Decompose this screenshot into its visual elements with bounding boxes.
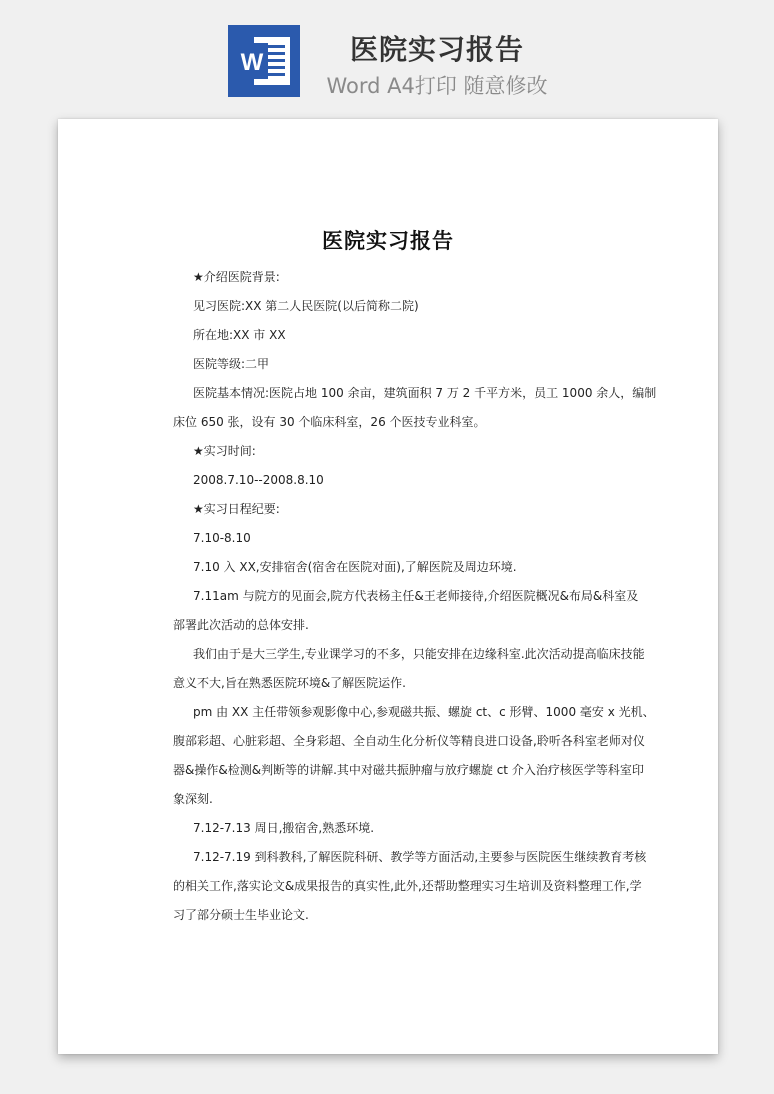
paragraph-line: 床位 650 张，设有 30 个临床科室，26 个医技专业科室。 xyxy=(173,415,486,429)
banner-header xyxy=(0,0,774,110)
paragraph-line: 的相关工作,落实论文&成果报告的真实性,此外,还帮助整理实习生培训及资料整理工作,学 xyxy=(173,879,642,893)
schedule-entry-710: 7.10 入 XX,安排宿舍(宿舍在医院对面),了解医院及周边环境. xyxy=(193,560,517,574)
schedule-entry-711-paragraph xyxy=(173,582,639,640)
word-icon-letter: W xyxy=(240,49,264,76)
hospital-basic-info-paragraph xyxy=(173,379,657,437)
hospital-name-line: 见习医院:XX 第二人民医院(以后简称二院) xyxy=(193,299,419,313)
document-body xyxy=(173,263,657,930)
document-page xyxy=(58,119,718,1054)
student-note-paragraph xyxy=(173,640,645,698)
paragraph-line: 习了部分硕士生毕业论文. xyxy=(173,908,309,922)
word-document-icon xyxy=(228,25,300,97)
schedule-entry-719-paragraph xyxy=(173,843,647,930)
paragraph-line: 部署此次活动的总体安排. xyxy=(173,618,309,632)
banner-title: 医院实习报告 xyxy=(349,33,524,66)
paragraph-line: 器&操作&检测&判断等的讲解.其中对磁共振肿瘤与放疗螺旋 ct 介入治疗核医学等科室印 xyxy=(173,763,644,777)
paragraph-line: 7.12-7.19 到科教科,了解医院科研、教学等方面活动,主要参与医院医生继续教育考核 xyxy=(193,850,647,864)
document-title: 医院实习报告 xyxy=(322,229,454,253)
paragraph-line: 象深刻. xyxy=(173,792,213,806)
paragraph-line: 7.11am 与院方的见面会,院方代表杨主任&王老师接待,介绍医院概况&布局&科室及 xyxy=(193,589,639,603)
section-heading-time: ★实习时间: xyxy=(193,444,256,458)
hospital-location-line: 所在地:XX 市 XX xyxy=(193,328,286,342)
paragraph-line: 意义不大,旨在熟悉医院环境&了解医院运作. xyxy=(173,676,406,690)
schedule-entry-712: 7.12-7.13 周日,搬宿舍,熟悉环境. xyxy=(193,821,375,835)
paragraph-line: 医院基本情况:医院占地 100 余亩，建筑面积 7 万 2 千平方米，员工 1000 余人，编制 xyxy=(193,386,657,400)
section-heading-schedule: ★实习日程纪要: xyxy=(193,502,280,516)
banner-subtitle: Word A4打印 随意修改 xyxy=(326,74,548,98)
section-heading-background: ★介绍医院背景: xyxy=(193,270,280,284)
paragraph-line: 我们由于是大三学生,专业课学习的不多，只能安排在边缘科室.此次活动提高临床技能 xyxy=(193,647,645,661)
schedule-range: 7.10-8.10 xyxy=(193,531,251,545)
hospital-grade-line: 医院等级:二甲 xyxy=(193,357,270,371)
paragraph-line: pm 由 XX 主任带领参观影像中心,参观磁共振、螺旋 ct、c 形臂、1000 毫安 x 光机、 xyxy=(193,705,655,719)
internship-period: 2008.7.10--2008.8.10 xyxy=(193,473,324,487)
imaging-center-visit-paragraph xyxy=(173,698,655,814)
paragraph-line: 腹部彩超、心脏彩超、全身彩超、全自动生化分析仪等精良进口设备,聆听各科室老师对仪 xyxy=(173,734,645,748)
